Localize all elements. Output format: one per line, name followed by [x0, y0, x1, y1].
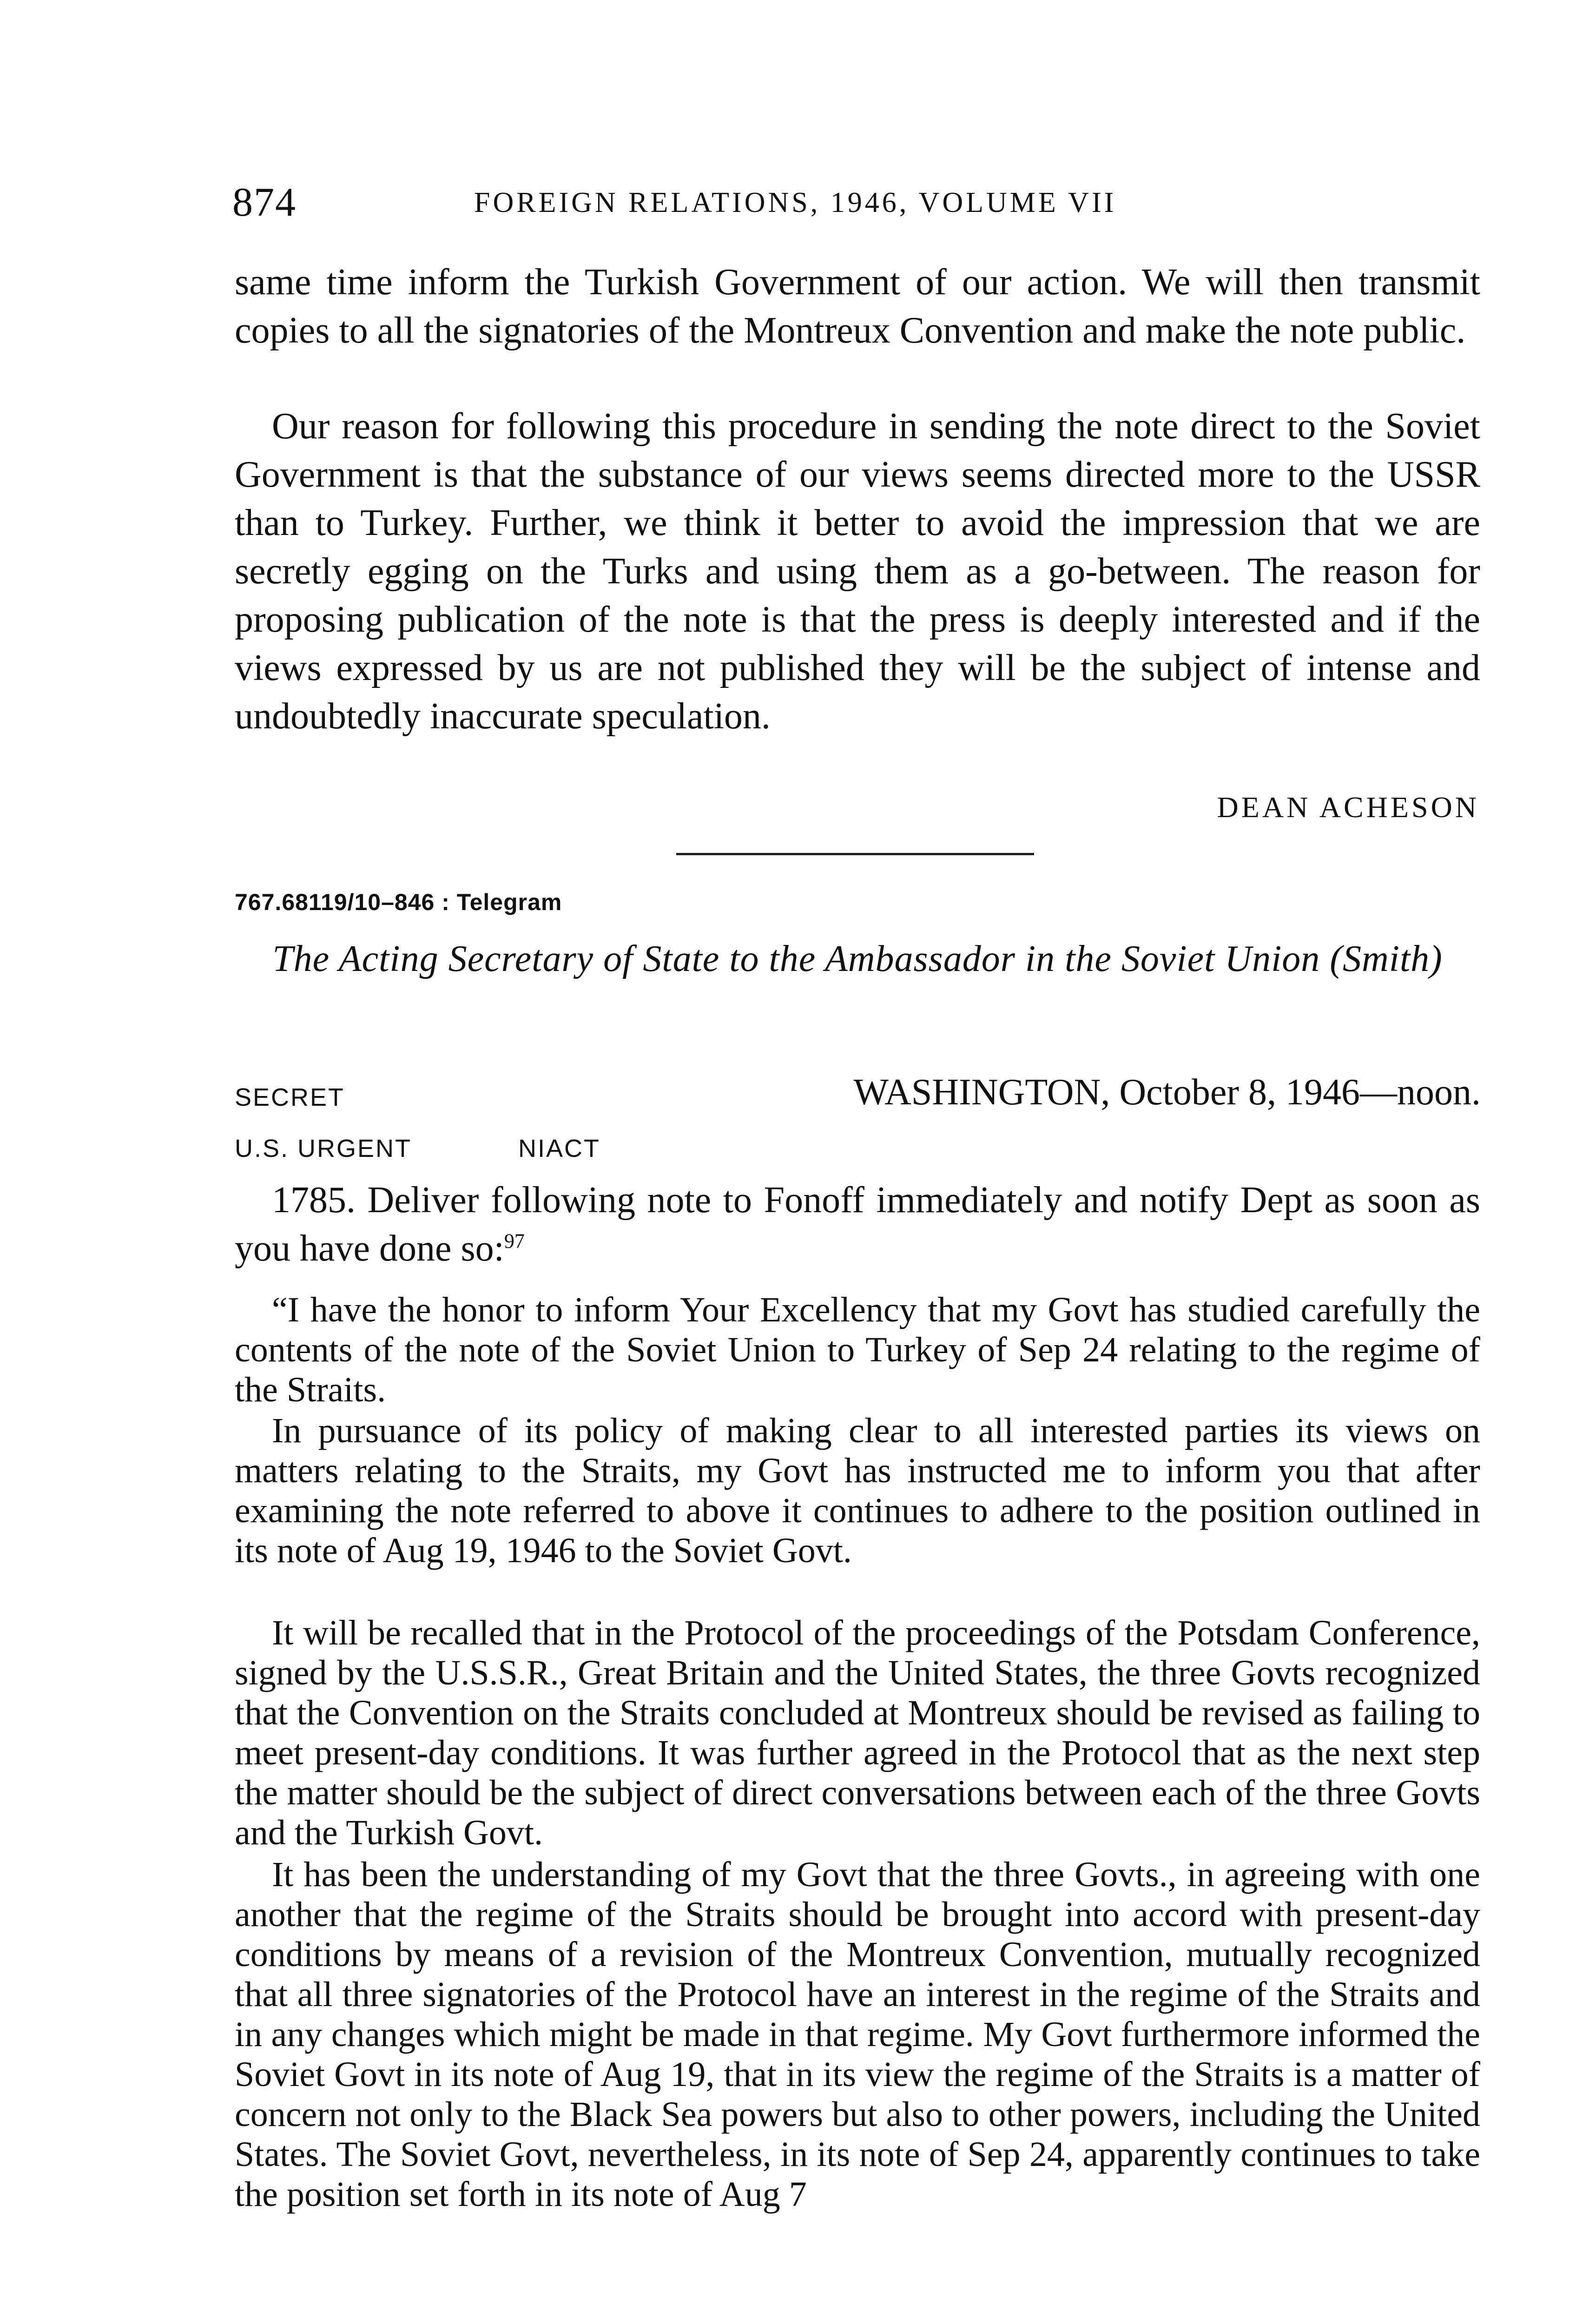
note-paragraph: It has been the understanding of my Govt that the three Govts., in agreeing with one another that the regime of the Straits should be brought into accord with present-day conditions by means of a revision of the Montreux Convention, mutually recognized that all three signatories of the Protocol have an interest in the regime of the Straits and in any changes which might be made in that regime. My Govt furthermore informed the Soviet Govt in its note of Aug 19, that in its view the regime of the Straits is a matter of concern not only to the Black Sea powers but also to other powers, including the United States. The Soviet Govt, nevertheless, in its note of Sep 24, apparently continues to take the position set forth in its note of Aug 7 — [235, 1855, 1480, 2214]
page-number: 874 — [232, 180, 297, 225]
message-intro — [235, 1176, 1480, 1273]
document-title: The Acting Secretary of State to the Ambassador in the Soviet Union (Smith) — [272, 938, 1443, 979]
running-header — [232, 179, 1487, 230]
file-number: 767.68119/10–846 : Telegram — [235, 889, 562, 915]
continued-paragraph: same time inform the Turkish Government of our action. We will then transmit copies to all the signatories of the Montreux Convention and make the note public. — [235, 262, 1480, 351]
priority-label: U.S. URGENT — [235, 1135, 412, 1162]
signature: DEAN ACHESON — [1217, 791, 1479, 824]
message-intro-text: 1785. Deliver following note to Fonoff immediately and notify Dept as soon as you have done so: — [235, 1180, 1480, 1269]
section-divider — [676, 853, 1034, 855]
dateline: WASHINGTON, October 8, 1946—noon. — [853, 1072, 1481, 1113]
running-title: FOREIGN RELATIONS, 1946, VOLUME VII — [474, 187, 1117, 218]
note-paragraph: “I have the honor to inform Your Excellency that my Govt has studied carefully the contents of the note of the Soviet Union to Turkey of Sep 24 relating to the regime of the Straits. — [235, 1290, 1480, 1409]
note-paragraph: In pursuance of its policy of making clear to all interested parties its views on matters relating to the Straits, my Govt has instructed me to inform you that after examining the note referred to above it continues to adhere to the position outlined in its note of Aug 19, 1946 to the Soviet Govt. — [235, 1411, 1480, 1570]
classification-label: SECRET — [235, 1083, 345, 1111]
note-paragraph: It will be recalled that in the Protocol of the proceedings of the Potsdam Conference, signed by the U.S.S.R., Great Britain and the United States, the three Govts recognized that the Convention on the Straits concluded at Montreux should be revised as failing to meet present-day conditions. It was further agreed in the Protocol that as the next step the matter should be the subject of direct conversations between each of the three Govts and the Turkish Govt. — [235, 1613, 1480, 1852]
reason-paragraph: Our reason for following this procedure in sending the note direct to the Soviet Government is that the substance of our views seems directed more to the USSR than to Turkey. Further, we think it better to avoid the impression that we are secretly egging on the Turks and using them as a go-between. The reason for proposing publication of the note is that the press is deeply interested and if the views expressed by us are not published they will be the subject of intense and undoubtedly inaccurate speculation. — [235, 406, 1480, 737]
niact-label: NIACT — [518, 1135, 600, 1162]
footnote-reference: 97 — [504, 1229, 525, 1253]
